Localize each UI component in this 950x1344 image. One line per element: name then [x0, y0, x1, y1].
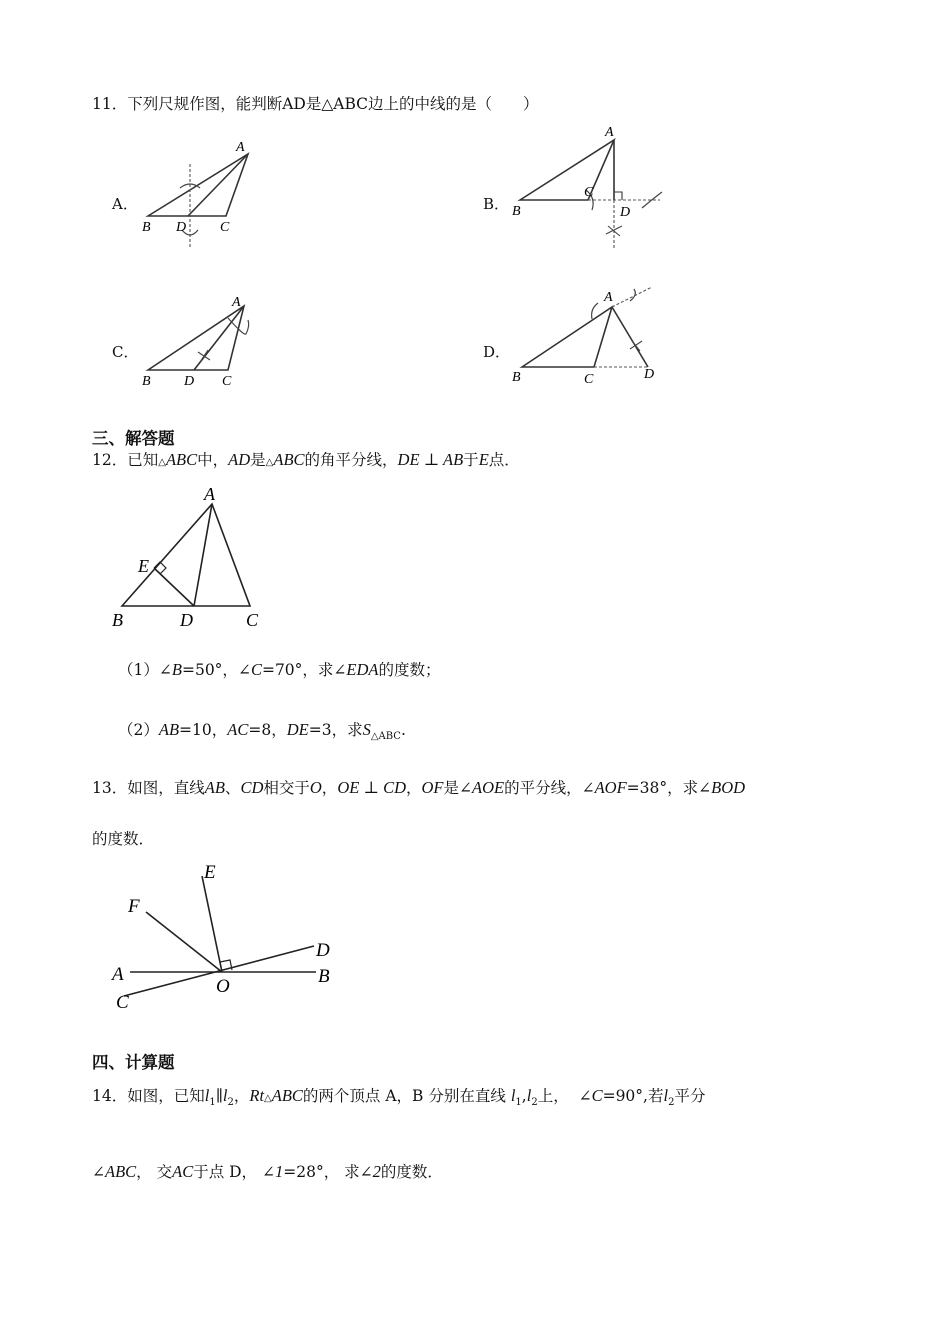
fig-b-label-b: B [512, 204, 521, 219]
q13-line2: 的度数． [92, 830, 155, 848]
q12-text: 12．已知△ABC中，AD是△ABC的角平分线，DE ⊥ AB于E点． [92, 450, 520, 469]
q14-line2: ∠ABC， 交AC于点 D， ∠1=28°， 求∠2的度数． [92, 1162, 443, 1181]
fig-d-label-c: C [584, 372, 594, 387]
fig-d-side [612, 307, 648, 367]
fig-c-triangle [148, 306, 244, 370]
fig-a-label-a: A [236, 140, 245, 155]
q13-label-a: A [112, 964, 124, 985]
q13-label-b: B [318, 966, 330, 987]
q13-line1: 13．如图，直线AB、CD相交于O，OE ⊥ CD，OF是∠AOE的平分线，∠AOF=38°，求∠BOD [92, 778, 746, 797]
q12-sub2: （2）AB=10，AC=8，DE=3，求$S_{\triangle ABC}$. [118, 720, 406, 743]
q13-label-f: F [128, 896, 140, 917]
q13-right-angle [220, 960, 232, 972]
fig-b-label-d: D [620, 205, 631, 220]
q14-line1: 14．如图，已知$l_1\parallel l_2$，Rt△ABC的两个顶点 A，B 分别在直线 $l_1,l_2$上， ∠C=90°,若$l_2$平分 [92, 1086, 706, 1109]
q11-text: 11．下列尺规作图，能判断AD是△ABC边上的中线的是（ ） [92, 95, 539, 113]
section-4-title: 四、计算题 [92, 1053, 175, 1072]
q12-label-e: E [138, 556, 149, 576]
fig-c-label-a: A [232, 295, 241, 310]
fig-d-label-a: A [604, 290, 613, 305]
fig-d-label-b: B [512, 370, 521, 385]
fig-d-arc-cross [630, 341, 642, 351]
fig-a-label-d: D [176, 220, 187, 235]
figure-option-b [508, 122, 668, 252]
fig-b-label-a: A [605, 125, 614, 140]
q12-label-b: B [112, 610, 123, 630]
q12-segment-ad [194, 504, 212, 606]
fig-b-right-angle [614, 192, 622, 200]
option-c-label: C． [112, 343, 139, 361]
q12-label-d: D [180, 610, 193, 630]
fig-b-label-c: C [584, 185, 594, 200]
section-3-title: 三、解答题 [92, 429, 175, 448]
q13-label-o: O [216, 976, 230, 997]
fig-a-label-c: C [220, 220, 230, 235]
fig-d-triangle [522, 307, 612, 367]
option-b-label: B． [483, 195, 510, 213]
fig-c-label-b: B [142, 374, 151, 389]
option-d-label: D． [483, 343, 511, 361]
option-a-label: A． [112, 195, 138, 213]
figure-option-c [138, 290, 256, 394]
q13-label-e: E [204, 862, 216, 883]
q12-sub1: （1）∠B=50°，∠C=70°，求∠EDA的度数； [118, 660, 441, 679]
figure-option-a [138, 136, 256, 250]
q12-label-c: C [246, 610, 259, 630]
q12-triangle [122, 504, 250, 606]
fig-c-label-c: C [222, 374, 232, 389]
fig-d-ray [612, 287, 652, 307]
q13-label-c: C [116, 992, 129, 1013]
q12-label-a: A [204, 484, 215, 504]
fig-d-arc-right [630, 289, 635, 301]
fig-c-label-d: D [184, 374, 195, 389]
q13-label-d: D [316, 940, 330, 961]
fig-b-triangle [520, 140, 614, 200]
figure-q12 [108, 480, 278, 632]
fig-d-label-d: D [644, 367, 655, 382]
figure-q13 [108, 858, 348, 1016]
fig-a-label-b: B [142, 220, 151, 235]
figure-option-d [508, 283, 668, 387]
